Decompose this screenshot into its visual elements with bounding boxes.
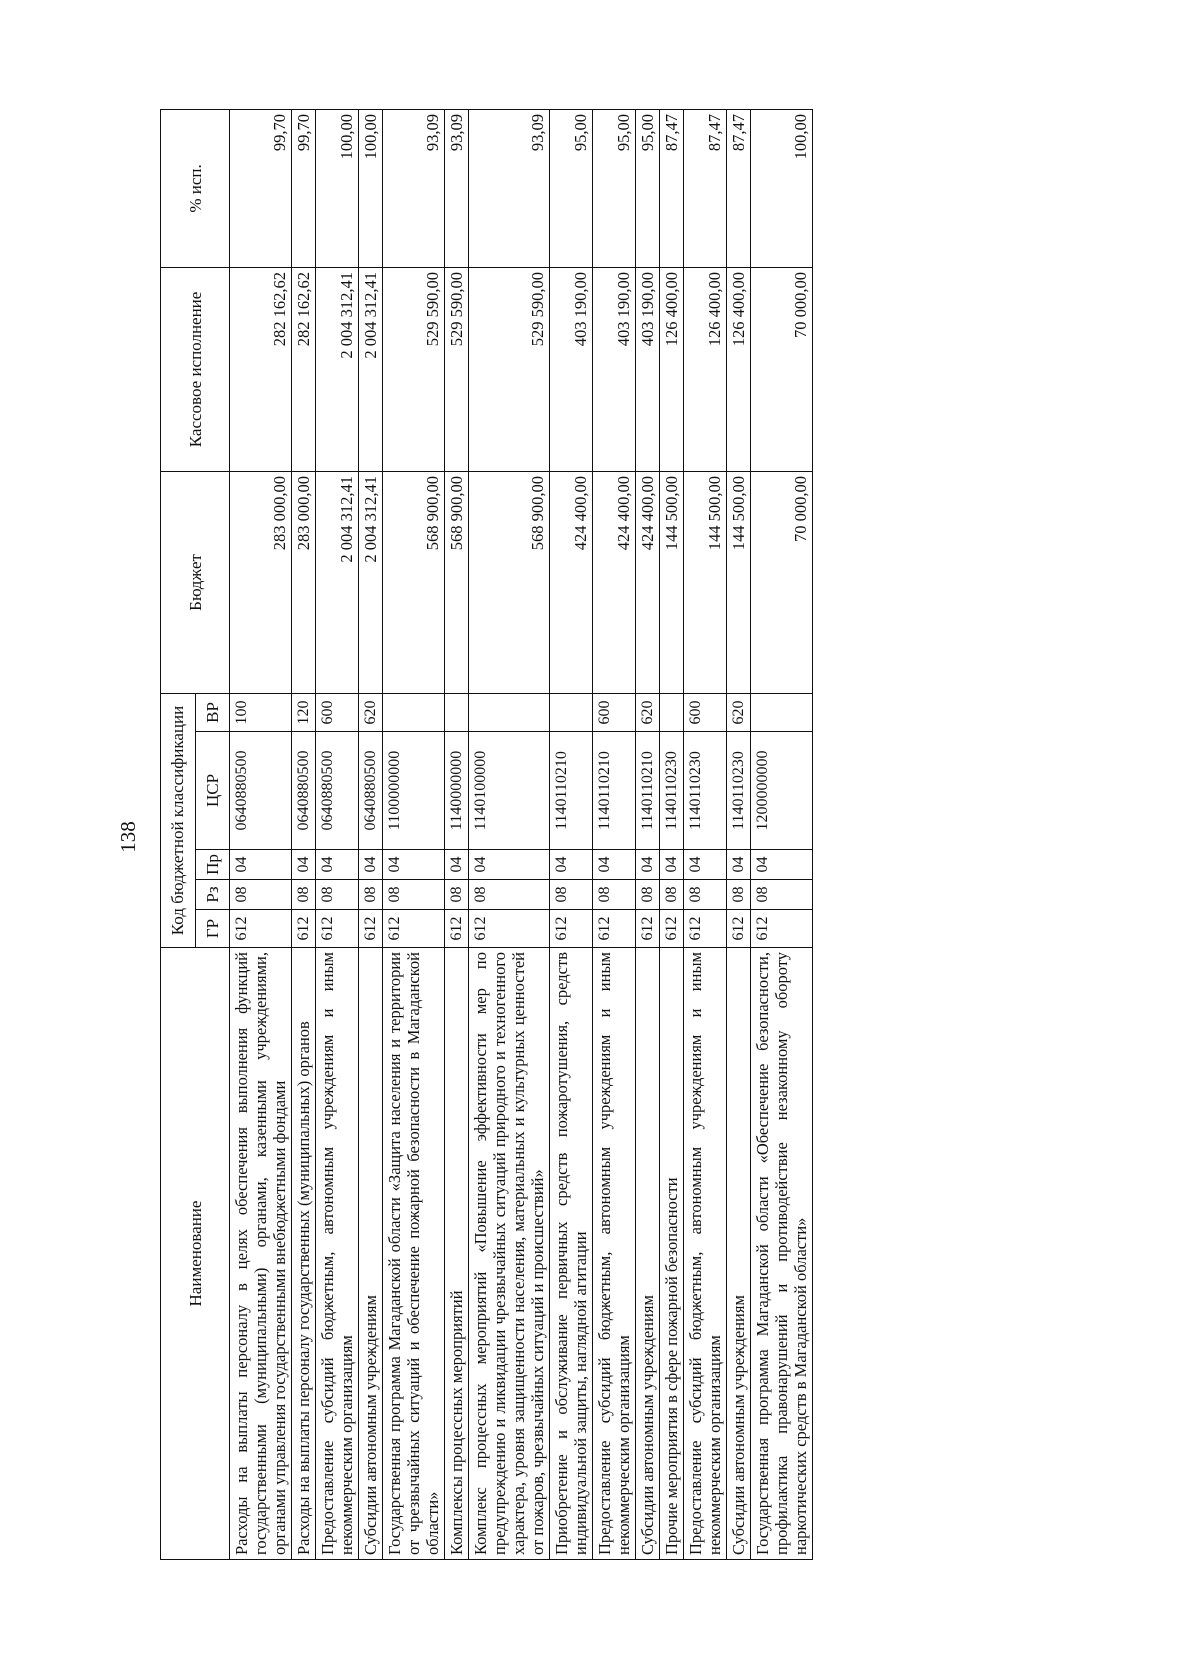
row-pr: 04 (684, 850, 727, 880)
row-rz: 08 (636, 880, 660, 910)
row-vr (751, 693, 813, 731)
row-pct: 100,00 (316, 109, 359, 267)
table-row (292, 109, 316, 1559)
row-vr (445, 693, 469, 731)
header-rz: Рз (195, 880, 230, 910)
row-csr: 1100000000 (383, 732, 445, 850)
row-pct: 93,09 (445, 109, 469, 267)
row-budget: 424 400,00 (636, 471, 660, 693)
row-csr: 1140110230 (660, 732, 684, 850)
row-vr (383, 693, 445, 731)
row-name: Субсидии автономным учреждениям (359, 948, 383, 1560)
row-budget: 424 400,00 (550, 471, 593, 693)
row-budget: 568 900,00 (445, 471, 469, 693)
row-rz: 08 (469, 880, 550, 910)
row-pct: 87,47 (660, 109, 684, 267)
table-row (636, 109, 660, 1559)
row-pr: 04 (292, 850, 316, 880)
table-row (359, 109, 383, 1559)
row-budget: 70 000,00 (751, 471, 813, 693)
row-pct: 95,00 (593, 109, 636, 267)
row-cash: 2 004 312,41 (316, 267, 359, 471)
table-body (230, 109, 813, 1559)
table-row (469, 109, 550, 1559)
table-row (727, 109, 751, 1559)
row-pr: 04 (660, 850, 684, 880)
row-vr: 600 (316, 693, 359, 731)
row-vr: 120 (292, 693, 316, 731)
row-cash: 529 590,00 (445, 267, 469, 471)
row-name: Субсидии автономным учреждениям (727, 948, 751, 1560)
row-pr: 04 (593, 850, 636, 880)
row-gr: 612 (445, 910, 469, 948)
table-row (230, 109, 292, 1559)
row-cash: 282 162,62 (230, 267, 292, 471)
header-csr: ЦСР (195, 732, 230, 850)
table-row (550, 109, 593, 1559)
row-cash: 126 400,00 (684, 267, 727, 471)
row-rz: 08 (684, 880, 727, 910)
row-gr: 612 (751, 910, 813, 948)
row-csr: 1140000000 (445, 732, 469, 850)
row-name: Расходы на выплаты персоналу государственных (муниципальных) органов (292, 948, 316, 1560)
row-name: Приобретение и обслуживание первичных средств пожаротушения, средств индивидуальной защиты, наглядной агитации (550, 948, 593, 1560)
table-row (316, 109, 359, 1559)
row-name: Предоставление субсидий бюджетным, автономным учреждениям и иным некоммерческим организациям (316, 948, 359, 1560)
row-name: Государственная программа Магаданской области «Защита населения и территории от чрезвычайных ситуаций и обеспечение пожарной безопасности в Магаданской области» (383, 948, 445, 1560)
row-pr: 04 (751, 850, 813, 880)
row-pct: 93,09 (383, 109, 445, 267)
row-pr: 04 (727, 850, 751, 880)
row-pr: 04 (230, 850, 292, 880)
row-cash: 403 190,00 (636, 267, 660, 471)
header-pr: Пр (195, 850, 230, 880)
row-csr: 1140110210 (636, 732, 660, 850)
row-name: Расходы на выплаты персоналу в целях обеспечения выполнения функций государственными (муниципальными) органами, казенными учреждениями, органами управления государственными внебюджетными фондами (230, 948, 292, 1560)
row-pct: 95,00 (636, 109, 660, 267)
rotated-table-wrapper (160, 110, 1090, 1560)
row-pct: 87,47 (684, 109, 727, 267)
row-gr: 612 (550, 910, 593, 948)
row-vr (660, 693, 684, 731)
table-row (383, 109, 445, 1559)
row-pr: 04 (316, 850, 359, 880)
row-budget: 144 500,00 (660, 471, 684, 693)
row-name: Субсидии автономным учреждениям (636, 948, 660, 1560)
row-name: Комплексы процессных мероприятий (445, 948, 469, 1560)
row-rz: 08 (727, 880, 751, 910)
row-csr: 0640880500 (230, 732, 292, 850)
row-gr: 612 (636, 910, 660, 948)
row-gr: 612 (727, 910, 751, 948)
table-row (593, 109, 636, 1559)
row-cash: 282 162,62 (292, 267, 316, 471)
row-gr: 612 (230, 910, 292, 948)
header-gr: ГР (195, 910, 230, 948)
row-csr: 1140110230 (727, 732, 751, 850)
row-csr: 1140100000 (469, 732, 550, 850)
budget-table (160, 109, 813, 1560)
row-pr: 04 (383, 850, 445, 880)
row-budget: 283 000,00 (230, 471, 292, 693)
header-name: Наименование (161, 948, 230, 1560)
row-pr: 04 (636, 850, 660, 880)
header-vr: ВР (195, 693, 230, 731)
row-pr: 04 (469, 850, 550, 880)
table-row (684, 109, 727, 1559)
row-pct: 95,00 (550, 109, 593, 267)
header-code-group: Код бюджетной классификации (161, 693, 196, 947)
row-rz: 08 (550, 880, 593, 910)
row-csr: 1140110230 (684, 732, 727, 850)
row-cash: 403 190,00 (550, 267, 593, 471)
row-rz: 08 (660, 880, 684, 910)
table-header (161, 109, 230, 1559)
header-pct: % исп. (161, 109, 230, 267)
row-pct: 100,00 (359, 109, 383, 267)
row-budget: 2 004 312,41 (316, 471, 359, 693)
row-name: Прочие мероприятия в сфере пожарной безопасности (660, 948, 684, 1560)
row-vr: 620 (727, 693, 751, 731)
row-rz: 08 (292, 880, 316, 910)
row-csr: 0640880500 (316, 732, 359, 850)
row-csr: 1140110210 (593, 732, 636, 850)
row-vr (469, 693, 550, 731)
table-row (751, 109, 813, 1559)
row-budget: 144 500,00 (727, 471, 751, 693)
row-vr: 600 (684, 693, 727, 731)
table-row (445, 109, 469, 1559)
row-gr: 612 (469, 910, 550, 948)
row-csr: 1140110210 (550, 732, 593, 850)
row-rz: 08 (593, 880, 636, 910)
row-csr: 0640880500 (359, 732, 383, 850)
row-rz: 08 (445, 880, 469, 910)
row-name: Предоставление субсидий бюджетным, автономным учреждениям и иным некоммерческим организациям (593, 948, 636, 1560)
row-pct: 100,00 (751, 109, 813, 267)
row-budget: 2 004 312,41 (359, 471, 383, 693)
row-budget: 568 900,00 (469, 471, 550, 693)
row-vr: 100 (230, 693, 292, 731)
row-vr: 620 (359, 693, 383, 731)
page-number: 138 (116, 821, 140, 853)
row-name: Комплекс процессных мероприятий «Повышение эффективности мер по предупреждению и ликвидации чрезвычайных ситуаций природного и техногенного характера, уровня защищенности населения, материальных и культурных ценностей от пожаров, чрезвычайных ситуаций и происшествий» (469, 948, 550, 1560)
row-rz: 08 (359, 880, 383, 910)
row-rz: 08 (230, 880, 292, 910)
table-row (660, 109, 684, 1559)
row-rz: 08 (316, 880, 359, 910)
row-cash: 529 590,00 (469, 267, 550, 471)
row-budget: 424 400,00 (593, 471, 636, 693)
row-rz: 08 (383, 880, 445, 910)
row-gr: 612 (316, 910, 359, 948)
row-rz: 08 (751, 880, 813, 910)
row-gr: 612 (383, 910, 445, 948)
row-cash: 126 400,00 (660, 267, 684, 471)
row-vr (550, 693, 593, 731)
row-cash: 70 000,00 (751, 267, 813, 471)
row-csr: 1200000000 (751, 732, 813, 850)
row-gr: 612 (684, 910, 727, 948)
row-pr: 04 (359, 850, 383, 880)
row-pct: 99,70 (230, 109, 292, 267)
row-csr: 0640880500 (292, 732, 316, 850)
row-cash: 403 190,00 (593, 267, 636, 471)
row-pr: 04 (445, 850, 469, 880)
row-budget: 144 500,00 (684, 471, 727, 693)
row-budget: 283 000,00 (292, 471, 316, 693)
row-name: Предоставление субсидий бюджетным, автономным учреждениям и иным некоммерческим организациям (684, 948, 727, 1560)
row-vr: 600 (593, 693, 636, 731)
row-gr: 612 (292, 910, 316, 948)
header-cash: Кассовое исполнение (161, 267, 230, 471)
header-budget: Бюджет (161, 471, 230, 693)
row-gr: 612 (593, 910, 636, 948)
row-pct: 99,70 (292, 109, 316, 267)
row-pr: 04 (550, 850, 593, 880)
row-cash: 2 004 312,41 (359, 267, 383, 471)
row-gr: 612 (359, 910, 383, 948)
row-pct: 93,09 (469, 109, 550, 267)
row-pct: 87,47 (727, 109, 751, 267)
row-budget: 568 900,00 (383, 471, 445, 693)
row-cash: 126 400,00 (727, 267, 751, 471)
row-gr: 612 (660, 910, 684, 948)
row-name: Государственная программа Магаданской области «Обеспечение безопасности, профилактика правонарушений и противодействие незаконному обороту наркотических средств в Магаданской области» (751, 948, 813, 1560)
row-cash: 529 590,00 (383, 267, 445, 471)
row-vr: 620 (636, 693, 660, 731)
